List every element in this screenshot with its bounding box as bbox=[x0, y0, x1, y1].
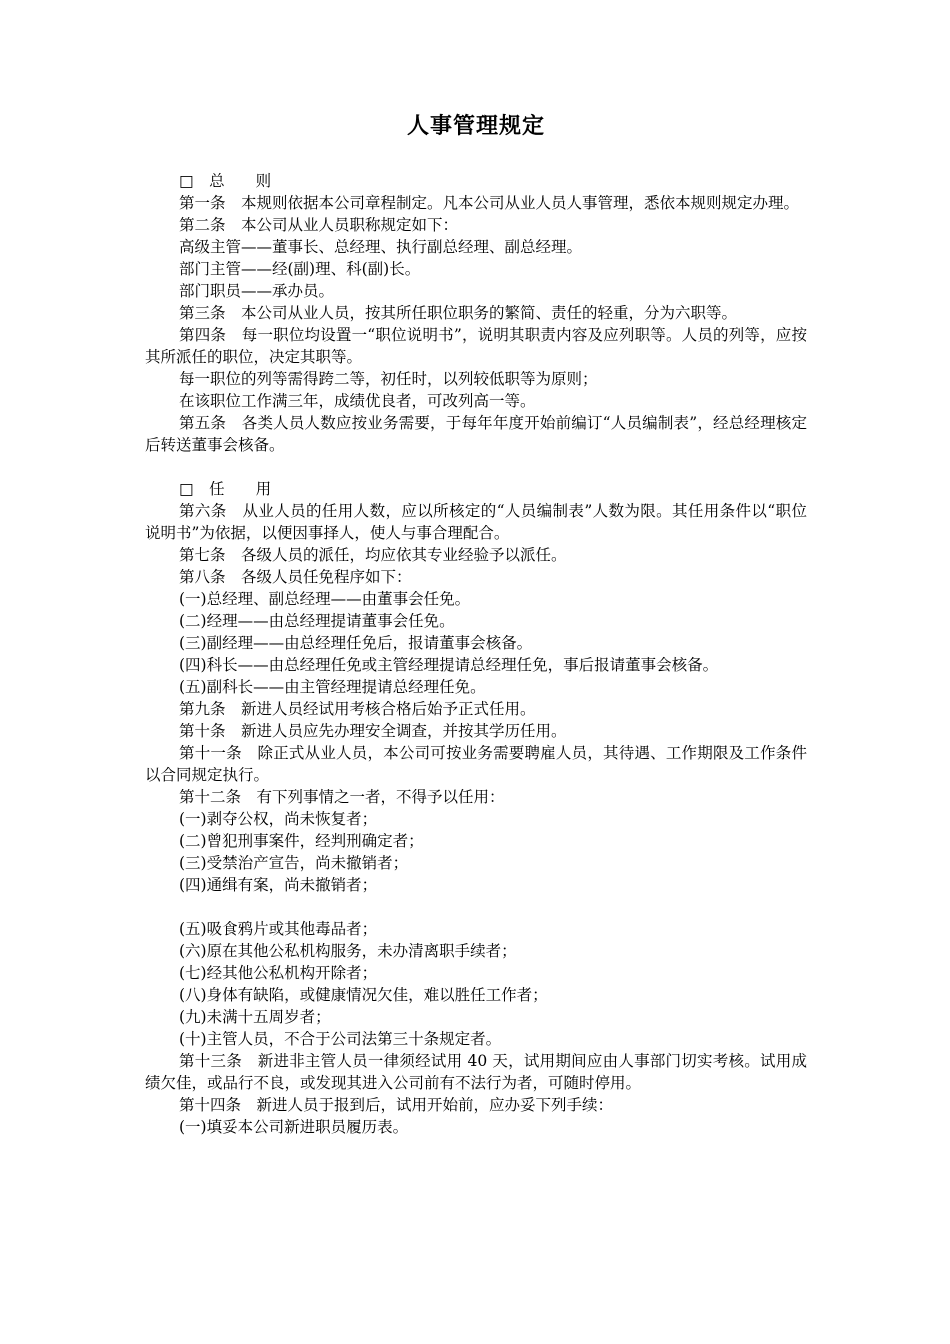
paragraph: 第十二条 有下列事情之一者，不得予以任用： bbox=[179, 788, 505, 806]
paragraph: (二)经理——由总经理提请董事会任免。 bbox=[179, 612, 455, 630]
paragraph: (四)科长——由总经理任免或主管经理提请总经理任免，事后报请董事会核备。 bbox=[179, 656, 719, 674]
paragraph: 部门职员——承办员。 bbox=[179, 282, 335, 300]
paragraph: (八)身体有缺陷，或健康情况欠佳，难以胜任工作者； bbox=[179, 986, 548, 1004]
paragraph: (六)原在其他公私机构服务，未办清离职手续者； bbox=[179, 942, 517, 960]
section-heading: □ 任 用 bbox=[179, 480, 272, 498]
paragraph: 第四条 每一职位均设置一“职位说明书”，说明其职责内容及应列职等。人员的列等，应按其所派任的职位，决定其职等。 bbox=[145, 326, 807, 366]
paragraph: 在该职位工作满三年，成绩优良者，可改列高一等。 bbox=[179, 392, 536, 410]
paragraph: 部门主管——经(副)理、科(副)长。 bbox=[179, 260, 421, 278]
paragraph: 第九条 新进人员经试用考核合格后始予正式任用。 bbox=[179, 700, 536, 718]
paragraph: (一)总经理、副总经理——由董事会任免。 bbox=[179, 590, 471, 608]
paragraph: 第十三条 新进非主管人员一律须经试用 40 天，试用期间应由人事部门切实考核。试用成绩欠佳，或品行不良，或发现其进入公司前有不法行为者，可随时停用。 bbox=[145, 1052, 807, 1092]
document-body bbox=[145, 170, 807, 1138]
paragraph: (三)副经理——由总经理任免后，报请董事会核备。 bbox=[179, 634, 533, 652]
paragraph: (五)副科长——由主管经理提请总经理任免。 bbox=[179, 678, 486, 696]
paragraph: 第二条 本公司从业人员职称规定如下： bbox=[179, 216, 459, 234]
document-page bbox=[145, 112, 807, 1138]
paragraph: 第十一条 除正式从业人员，本公司可按业务需要聘雇人员，其待遇、工作期限及工作条件以合同规定执行。 bbox=[145, 744, 807, 784]
section-spacer bbox=[145, 456, 807, 478]
paragraph: (一)填妥本公司新进职员履历表。 bbox=[179, 1118, 409, 1136]
paragraph: 第七条 各级人员的派任，均应依其专业经验予以派任。 bbox=[179, 546, 567, 564]
paragraph: 第五条 各类人员人数应按业务需要，于每年年度开始前编订“人员编制表”，经总经理核定后转送董事会核备。 bbox=[145, 414, 807, 454]
paragraph: 高级主管——董事长、总经理、执行副总经理、副总经理。 bbox=[179, 238, 583, 256]
paragraph: 第十条 新进人员应先办理安全调查，并按其学历任用。 bbox=[179, 722, 567, 740]
paragraph: 第十四条 新进人员于报到后，试用开始前，应办妥下列手续： bbox=[179, 1096, 614, 1114]
paragraph: (十)主管人员，不合于公司法第三十条规定者。 bbox=[179, 1030, 502, 1048]
document-title: 人事管理规定 bbox=[406, 114, 545, 139]
paragraph: 第八条 各级人员任免程序如下： bbox=[179, 568, 412, 586]
paragraph: (二)曾犯刑事案件，经判刑确定者； bbox=[179, 832, 424, 850]
paragraph: 每一职位的列等需得跨二等，初任时，以列较低职等为原则； bbox=[179, 370, 598, 388]
paragraph: (三)受禁治产宣告，尚未撤销者； bbox=[179, 854, 409, 872]
section-heading: □ 总 则 bbox=[179, 172, 272, 190]
paragraph: (七)经其他公私机构开除者； bbox=[179, 964, 378, 982]
paragraph: (五)吸食鸦片或其他毒品者； bbox=[179, 920, 378, 938]
paragraph: 第六条 从业人员的任用人数，应以所核定的“人员编制表”人数为限。其任用条件以“职位说明书”为依据，以便因事择人，使人与事合理配合。 bbox=[145, 502, 807, 542]
paragraph: (四)通缉有案，尚未撤销者； bbox=[179, 876, 378, 894]
paragraph: (一)剥夺公权，尚未恢复者； bbox=[179, 810, 378, 828]
paragraph: 第三条 本公司从业人员，按其所任职位职务的繁简、责任的轻重，分为六职等。 bbox=[179, 304, 738, 322]
page-break-spacer bbox=[145, 896, 807, 918]
paragraph: (九)未满十五周岁者； bbox=[179, 1008, 331, 1026]
paragraph: 第一条 本规则依据本公司章程制定。凡本公司从业人员人事管理，悉依本规则规定办理。 bbox=[179, 194, 800, 212]
